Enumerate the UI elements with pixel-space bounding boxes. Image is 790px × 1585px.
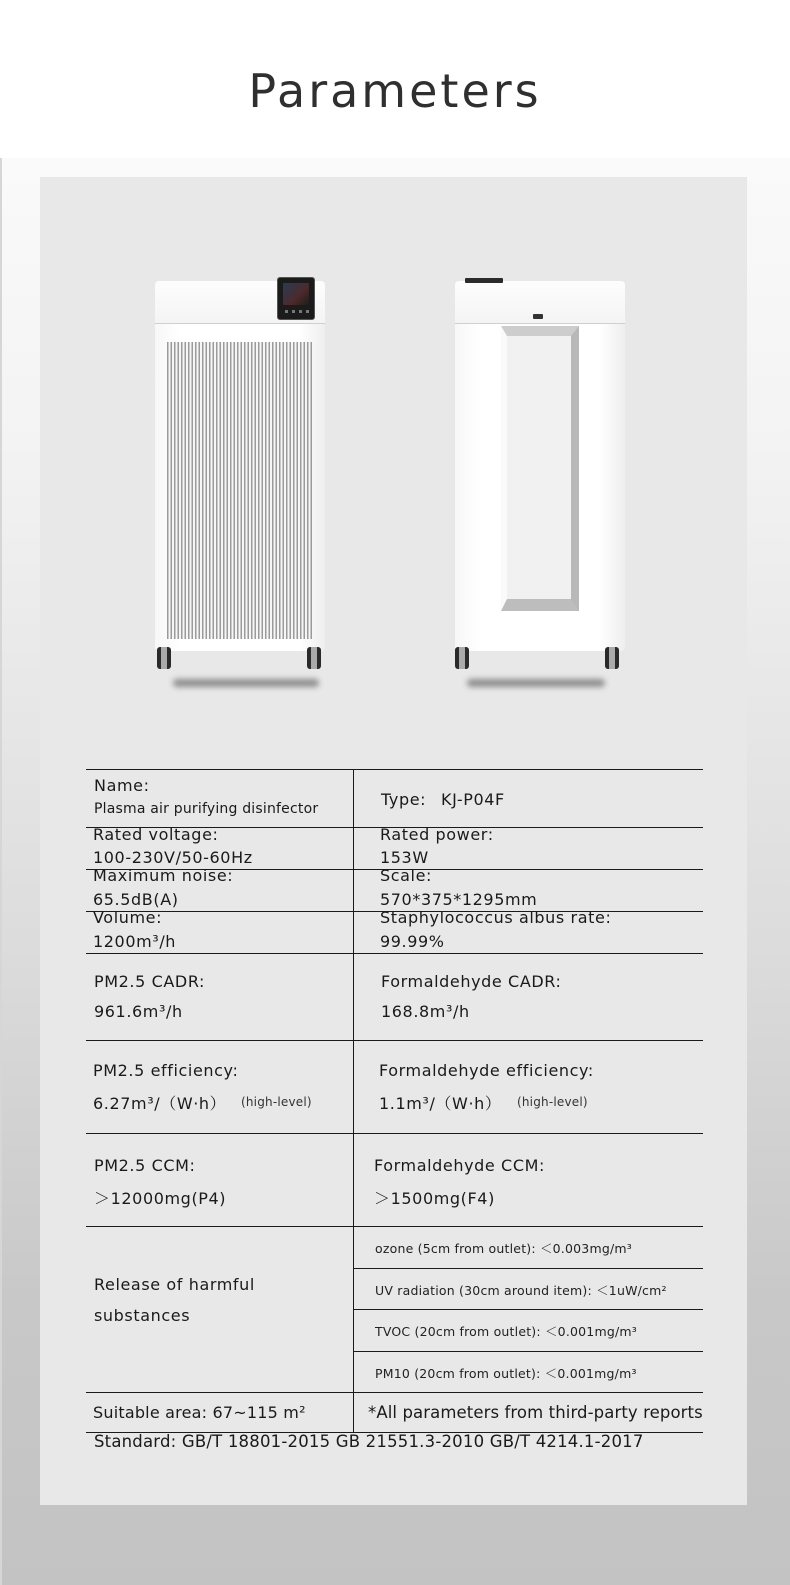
page-title: Parameters xyxy=(248,64,542,118)
ozone-item: ozone (5cm from outlet): ＜0.003mg/m³ xyxy=(375,1241,632,1256)
uv-radiation-item: UV radiation (30cm around item): ＜1uW/cm² xyxy=(375,1282,667,1298)
third-party-note: *All parameters from third-party reports xyxy=(368,1403,703,1422)
formaldehyde-ccm-value: ＞1500mg(F4) xyxy=(374,1189,495,1208)
name-label: Name: xyxy=(94,776,150,795)
top-slot-icon xyxy=(465,278,503,283)
rated-power-value: 153W xyxy=(380,848,429,867)
perforated-grille xyxy=(167,342,313,639)
cell-pm25-cadr xyxy=(86,954,354,1040)
table-row xyxy=(86,1226,703,1392)
cell-name xyxy=(86,770,354,827)
cell-suitable-area xyxy=(86,1393,354,1432)
touch-buttons xyxy=(285,310,309,313)
pm25-cadr-label: PM2.5 CADR: xyxy=(94,972,206,991)
product-back-view xyxy=(455,281,625,669)
list-item xyxy=(354,1227,703,1269)
harmful-substances-list xyxy=(354,1227,703,1392)
volume-label: Volume: xyxy=(93,908,163,927)
cell-volume xyxy=(86,908,354,953)
rated-voltage-label: Rated voltage: xyxy=(93,825,219,844)
spec-table xyxy=(86,769,703,1433)
table-row xyxy=(86,769,703,827)
edge-strip xyxy=(0,158,2,1585)
cell-harmful-label xyxy=(86,1227,354,1392)
rated-power-label: Rated power: xyxy=(380,825,494,844)
table-row xyxy=(86,1040,703,1133)
control-screen-icon xyxy=(277,277,315,320)
cell-rated-power xyxy=(354,825,703,869)
max-noise-value: 65.5dB(A) xyxy=(93,890,179,909)
caster-wheel-icon xyxy=(455,647,469,669)
pm25-cadr-value: 961.6m³/h xyxy=(94,1002,183,1021)
cell-pm25-ccm xyxy=(86,1134,354,1226)
pm25-efficiency-value: 6.27m³/（W·h） xyxy=(93,1094,227,1113)
product-front-view xyxy=(155,281,325,669)
floor-shadow xyxy=(173,679,319,687)
harmful-label-line2: substances xyxy=(94,1306,191,1325)
pm25-efficiency-note: (high-level) xyxy=(241,1095,312,1109)
display-panel xyxy=(283,283,309,305)
formaldehyde-efficiency-value: 1.1m³/（W·h） xyxy=(379,1094,502,1113)
table-row xyxy=(86,1133,703,1226)
pm25-ccm-label: PM2.5 CCM: xyxy=(94,1156,196,1175)
unit-body xyxy=(455,324,625,651)
standard-line: Standard: GB/T 18801-2015 GB 21551.3-2010 GB/T 4214.1-2017 xyxy=(94,1432,644,1451)
rated-voltage-value: 100-230V/50-60Hz xyxy=(93,848,253,867)
tvoc-item: TVOC (20cm from outlet): ＜0.001mg/m³ xyxy=(375,1324,637,1339)
cell-formaldehyde-ccm xyxy=(354,1134,703,1226)
caster-wheel-icon xyxy=(605,647,619,669)
list-item xyxy=(354,1352,703,1394)
caster-wheel-icon xyxy=(157,647,171,669)
max-noise-label: Maximum noise: xyxy=(93,866,234,885)
harmful-label-line1: Release of harmful xyxy=(94,1275,255,1294)
unit-body xyxy=(155,324,325,651)
list-item xyxy=(354,1310,703,1352)
scale-value: 570*375*1295mm xyxy=(380,890,538,909)
pm25-ccm-value: ＞12000mg(P4) xyxy=(94,1189,227,1208)
formaldehyde-cadr-label: Formaldehyde CADR: xyxy=(381,972,562,991)
floor-shadow xyxy=(467,679,605,687)
cell-formaldehyde-efficiency xyxy=(354,1041,703,1133)
staph-rate-value: 99.99% xyxy=(380,932,445,951)
cell-scale xyxy=(354,866,703,911)
table-row xyxy=(86,1392,703,1433)
scale-label: Scale: xyxy=(380,866,433,885)
list-item xyxy=(354,1269,703,1311)
formaldehyde-ccm-label: Formaldehyde CCM: xyxy=(374,1156,545,1175)
table-row xyxy=(86,866,703,911)
type-value: KJ-P04F xyxy=(441,790,505,809)
cell-formaldehyde-cadr xyxy=(354,954,703,1040)
port-icon xyxy=(533,314,543,319)
pm10-item: PM10 (20cm from outlet): ＜0.001mg/m³ xyxy=(375,1365,637,1381)
cell-pm25-efficiency xyxy=(86,1041,354,1133)
volume-value: 1200m³/h xyxy=(93,932,177,951)
raised-rear-panel xyxy=(501,326,579,611)
suitable-area: Suitable area: 67~115 m² xyxy=(93,1403,306,1422)
cell-rated-voltage xyxy=(86,825,354,869)
name-value: Plasma air purifying disinfector xyxy=(94,801,319,817)
cell-staph-rate xyxy=(354,908,703,953)
cell-third-party-note xyxy=(354,1393,703,1432)
formaldehyde-efficiency-label: Formaldehyde efficiency: xyxy=(379,1061,594,1080)
cell-type xyxy=(354,770,703,827)
formaldehyde-cadr-value: 168.8m³/h xyxy=(381,1002,470,1021)
table-row xyxy=(86,908,703,953)
staph-rate-label: Staphylococcus albus rate: xyxy=(380,908,612,927)
table-row xyxy=(86,827,703,869)
caster-wheel-icon xyxy=(307,647,321,669)
table-row xyxy=(86,953,703,1040)
pm25-efficiency-label: PM2.5 efficiency: xyxy=(93,1061,239,1080)
cell-max-noise xyxy=(86,866,354,911)
formaldehyde-efficiency-note: (high-level) xyxy=(517,1095,588,1109)
type-label: Type: xyxy=(381,790,427,809)
